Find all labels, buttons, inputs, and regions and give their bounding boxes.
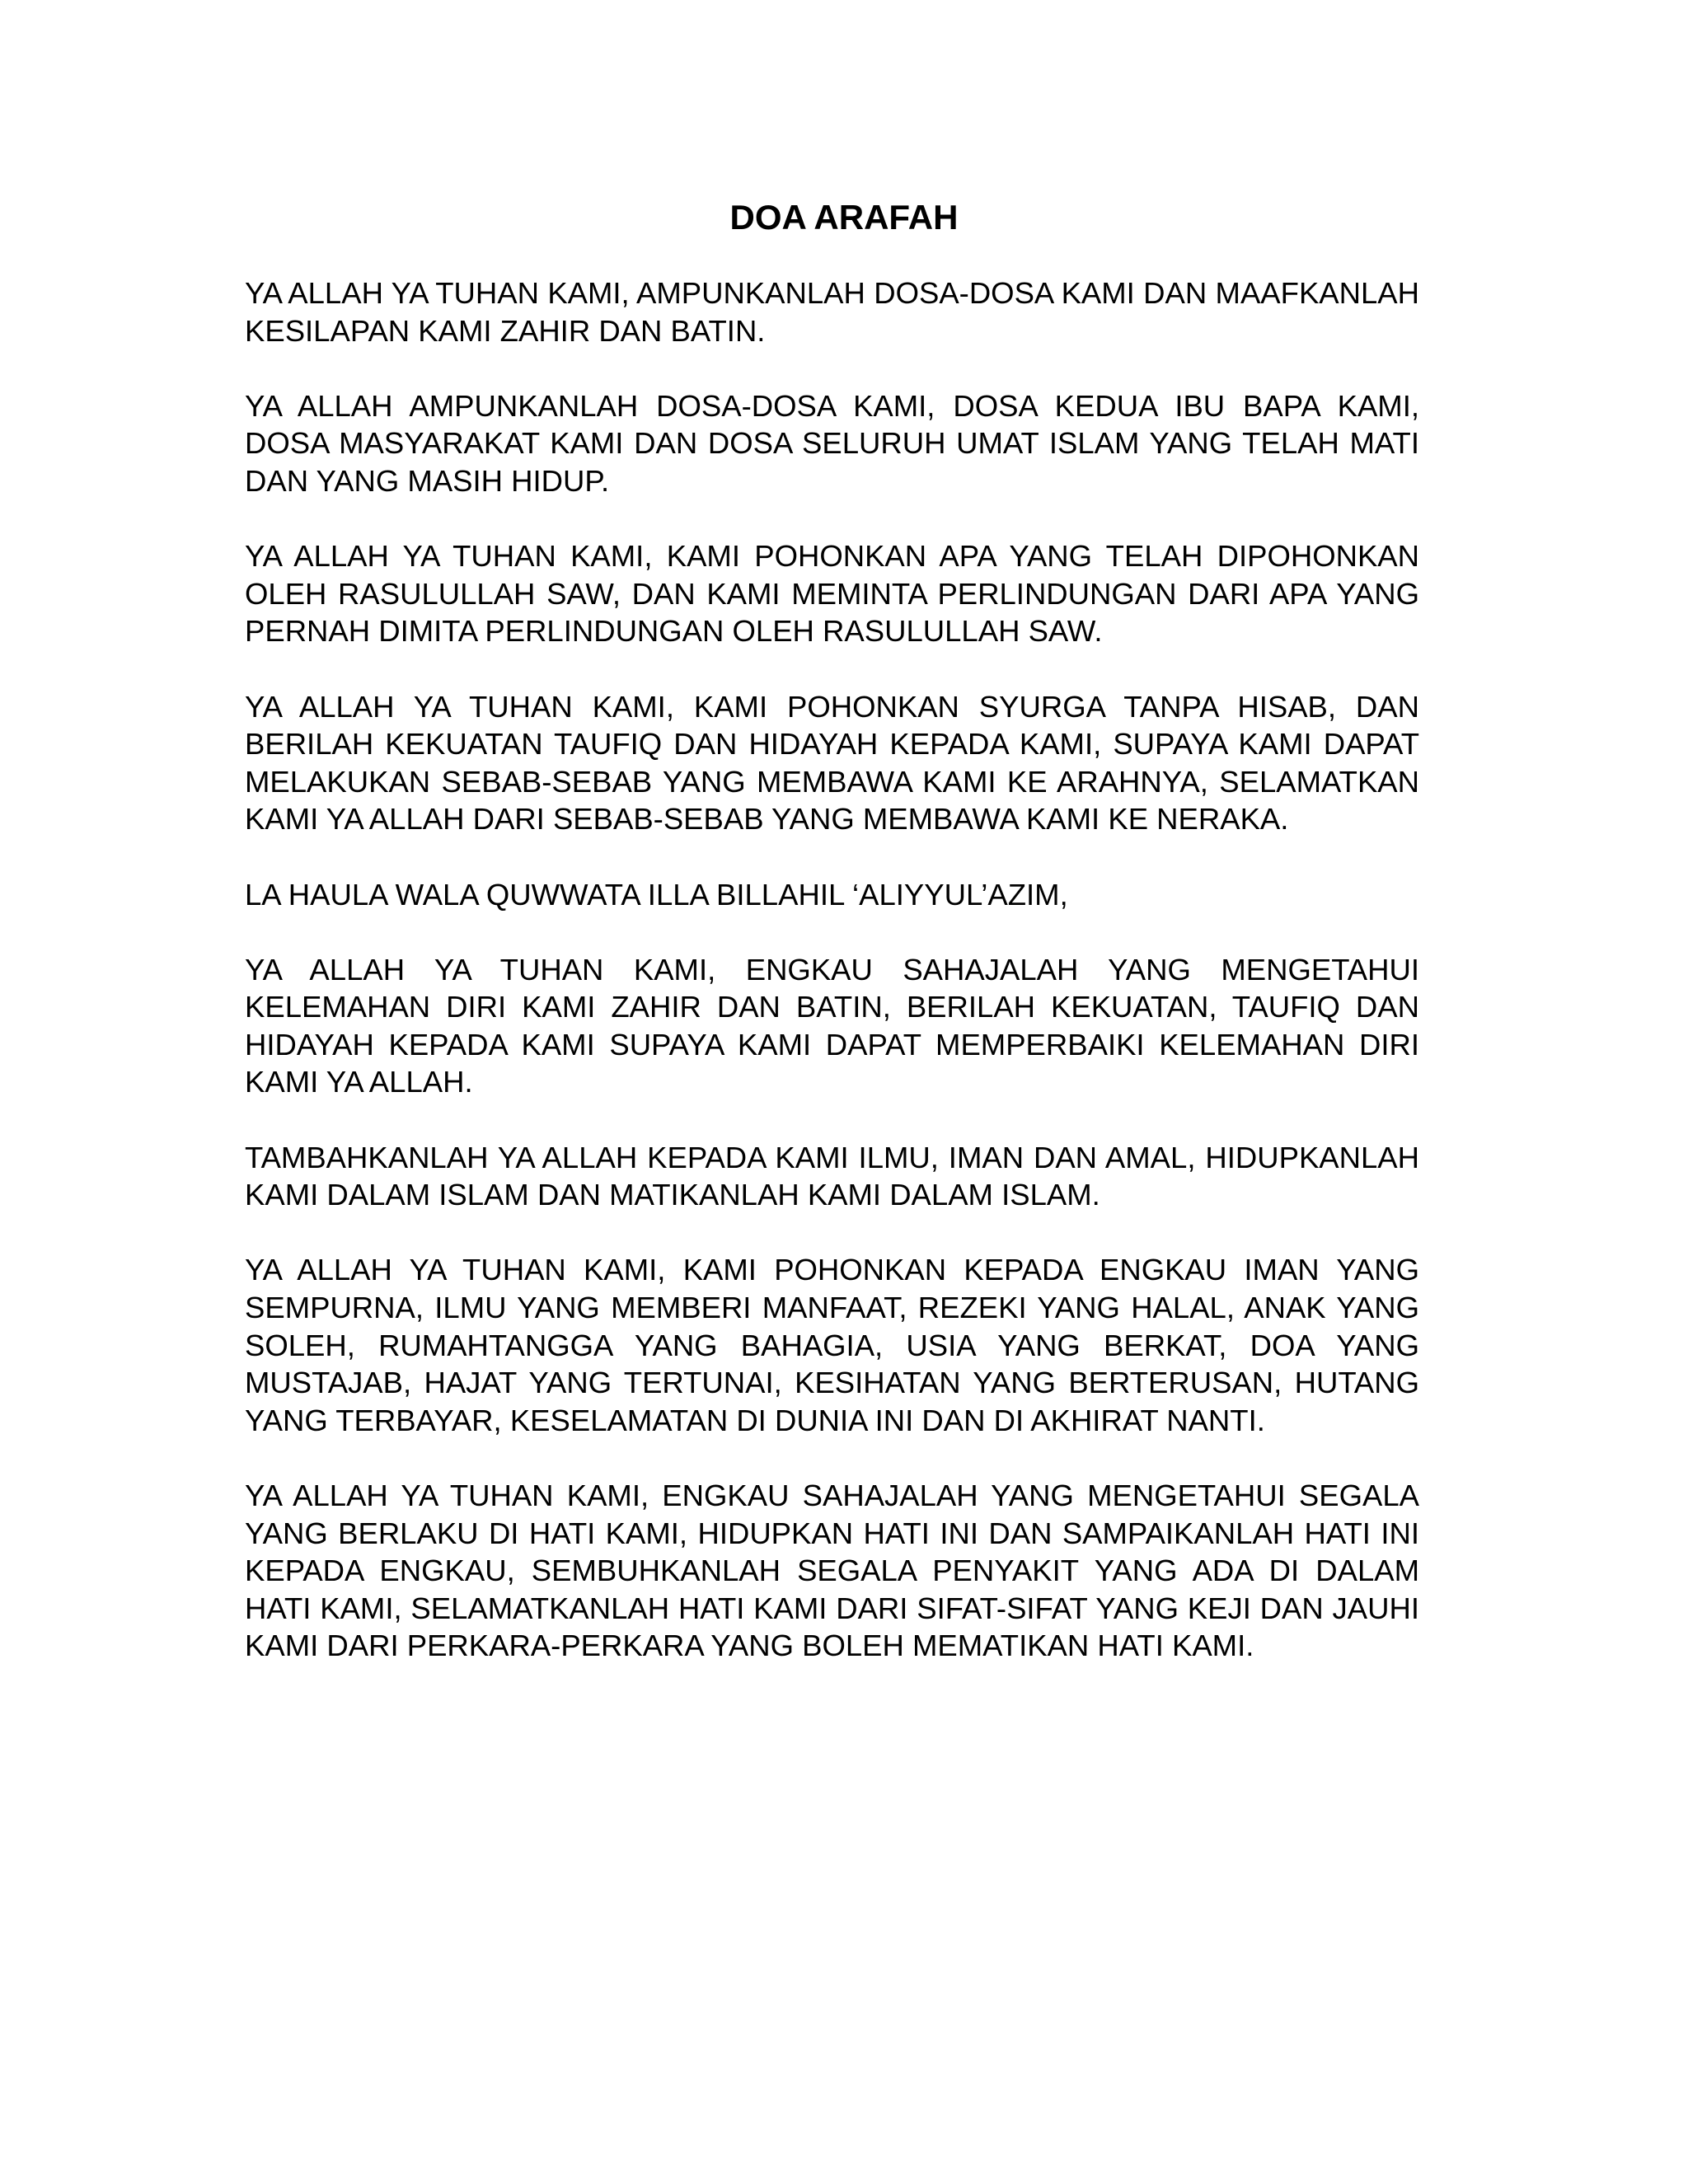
- paragraph: YA ALLAH YA TUHAN KAMI, ENGKAU SAHAJALAH YANG MENGETAHUI SEGALA YANG BERLAKU DI HATI KAMI, HIDUPKAN HATI INI DAN SAMPAIKANLAH HATI INI KEPADA ENGKAU, SEMBUHKANLAH SEGALA PENYAKIT YANG ADA DI DALAM HATI KAMI, SELAMATKANLAH HATI KAMI DARI SIFAT-SIFAT YANG KEJI DAN JAUHI KAMI DARI PERKARA-PERKARA YANG BOLEH MEMATIKAN HATI KAMI.: [245, 1479, 1419, 1663]
- document-body: [245, 274, 1419, 1703]
- paragraph: YA ALLAH AMPUNKANLAH DOSA-DOSA KAMI, DOSA KEDUA IBU BAPA KAMI, DOSA MASYARAKAT KAMI DAN DOSA SELURUH UMAT ISLAM YANG TELAH MATI DAN YANG MASIH HIDUP.: [245, 388, 1419, 498]
- paragraph: LA HAULA WALA QUWWATA ILLA BILLAHIL ‘ALIYYUL’AZIM,: [245, 877, 1068, 912]
- paragraph: YA ALLAH YA TUHAN KAMI, ENGKAU SAHAJALAH YANG MENGETAHUI KELEMAHAN DIRI KAMI ZAHIR DAN BATIN, BERILAH KEKUATAN, TAUFIQ DAN HIDAYAH KEPADA KAMI SUPAYA KAMI DAPAT MEMPERBAIKI KELEMAHAN DIRI KAMI YA ALLAH.: [245, 952, 1419, 1099]
- paragraph: YA ALLAH YA TUHAN KAMI, KAMI POHONKAN KEPADA ENGKAU IMAN YANG SEMPURNA, ILMU YANG MEMBERI MANFAAT, REZEKI YANG HALAL, ANAK YANG SOLEH, RUMAHTANGGA YANG BAHAGIA, USIA YANG BERKAT, DOA YANG MUSTAJAB, HAJAT YANG TERTUNAI, KESIHATAN YANG BERTERUSAN, HUTANG YANG TERBAYAR, KESELAMATAN DI DUNIA INI DAN DI AKHIRAT NANTI.: [245, 1253, 1419, 1437]
- paragraph: YA ALLAH YA TUHAN KAMI, KAMI POHONKAN SYURGA TANPA HISAB, DAN BERILAH KEKUATAN TAUFIQ DAN HIDAYAH KEPADA KAMI, SUPAYA KAMI DAPAT MELAKUKAN SEBAB-SEBAB YANG MEMBAWA KAMI KE ARAHNYA, SELAMATKAN KAMI YA ALLAH DARI SEBAB-SEBAB YANG MEMBAWA KAMI KE NERAKA.: [245, 689, 1419, 837]
- paragraph: YA ALLAH YA TUHAN KAMI, AMPUNKANLAH DOSA-DOSA KAMI DAN MAAFKANLAH KESILAPAN KAMI ZAHIR DAN BATIN.: [245, 276, 1419, 348]
- paragraph: TAMBAHKANLAH YA ALLAH KEPADA KAMI ILMU, IMAN DAN AMAL, HIDUPKANLAH KAMI DALAM ISLAM DAN MATIKANLAH KAMI DALAM ISLAM.: [245, 1140, 1419, 1212]
- document-title: DOA ARAFAH: [729, 198, 959, 237]
- paragraph: YA ALLAH YA TUHAN KAMI, KAMI POHONKAN APA YANG TELAH DIPOHONKAN OLEH RASULULLAH SAW, DAN KAMI MEMINTA PERLINDUNGAN DARI APA YANG PERNAH DIMITA PERLINDUNGAN OLEH RASULULLAH SAW.: [245, 539, 1419, 649]
